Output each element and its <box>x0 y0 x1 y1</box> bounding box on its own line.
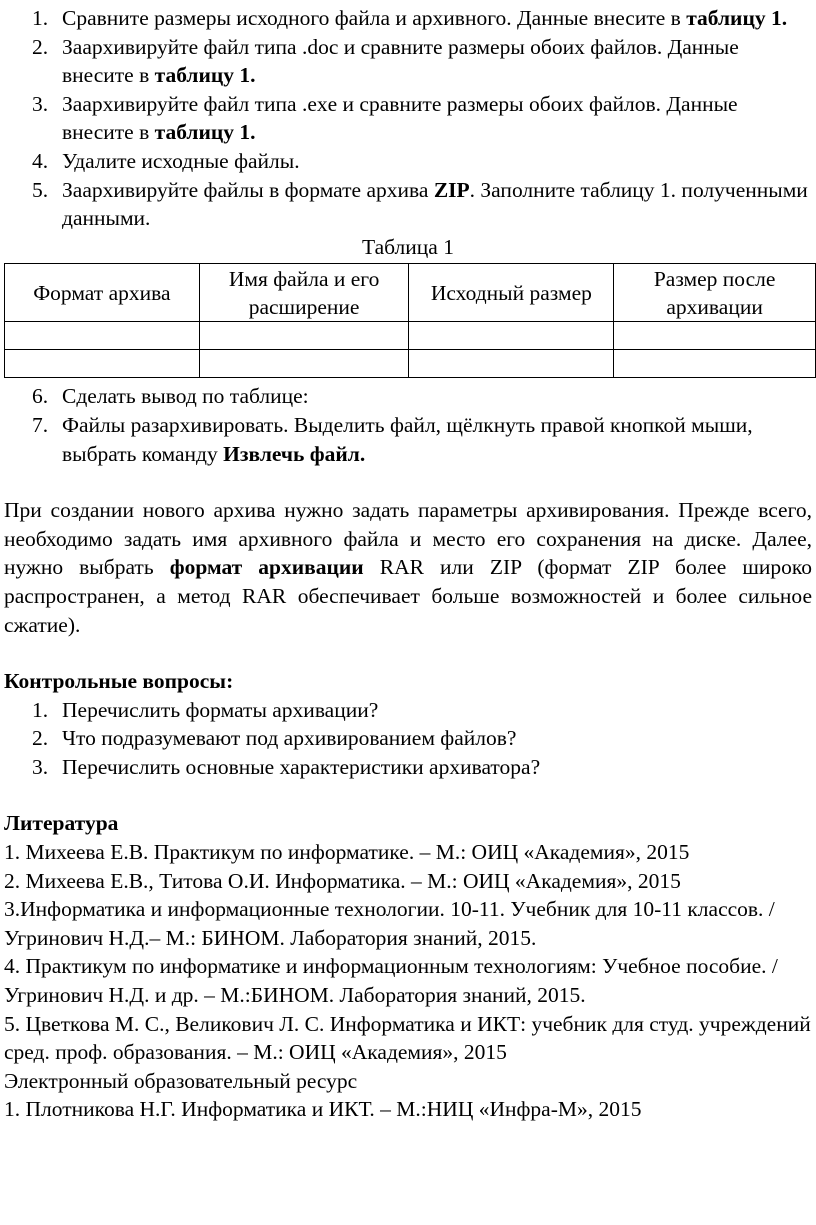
step-item <box>32 33 812 90</box>
table-header-cell: Формат архива <box>5 264 200 322</box>
literature-item: 1. Плотникова Н.Г. Информатика и ИКТ. – М.:НИЦ «Инфра-М», 2015 <box>4 1097 642 1122</box>
table-cell <box>614 322 816 350</box>
literature-title: Литература <box>4 811 119 836</box>
table-cell <box>5 350 200 378</box>
table-caption: Таблица 1 <box>362 234 454 259</box>
question-item <box>32 753 812 782</box>
table-row <box>5 350 816 378</box>
step-item <box>32 147 812 176</box>
table-cell <box>199 322 409 350</box>
step-number: 4. <box>32 148 49 173</box>
step-text-bold: ZIP <box>433 177 470 202</box>
step-text: Заархивируйте файл типа .exe и сравните размеры обоих файлов. Данные внесите в <box>62 91 738 145</box>
step-text: Сравните размеры исходного файла и архивного. Данные внесите в <box>62 6 687 30</box>
step-text: Удалите исходные файлы. <box>62 148 300 173</box>
step-item <box>32 382 812 411</box>
table-header-row <box>5 264 816 322</box>
table-cell <box>199 350 409 378</box>
step-text: Заархивируйте файлы в формате архива <box>62 177 434 202</box>
table-cell <box>5 322 200 350</box>
steps-list-top <box>4 4 812 233</box>
question-number: 1. <box>32 697 49 722</box>
questions-list <box>4 696 812 782</box>
step-text: Файлы разархивировать. Выделить файл, щёлкнуть правой кнопкой мыши, выбрать команду <box>62 412 753 466</box>
literature-item: 3.Информатика и информационные технологии. 10-11. Учебник для 10-11 классов. / Угринович Н.Д.– М.: БИНОМ. Лаборатория знаний, 2015. <box>4 897 775 950</box>
paragraph-text: RAR или ZIP (формат ZIP более широко распространен, а метод RAR обеспечивает больше возможностей и более сильное сжатие). <box>4 555 812 637</box>
step-item <box>32 411 812 468</box>
step-text-bold: таблицу 1. <box>154 63 256 88</box>
question-text: Перечислить основные характеристики архиватора? <box>62 754 541 779</box>
steps-list-bottom <box>4 382 812 468</box>
questions-title: Контрольные вопросы: <box>4 669 234 694</box>
literature-subheading: Электронный образовательный ресурс <box>4 1068 358 1093</box>
table-cell <box>614 350 816 378</box>
step-text: Заархивируйте файл типа .doc и сравните размеры обоих файлов. Данные внесите в <box>62 34 739 88</box>
table-header-cell: Имя файла и его расширение <box>199 264 409 322</box>
question-text: Перечислить форматы архивации? <box>62 697 379 722</box>
table-cell <box>409 350 614 378</box>
step-item <box>32 4 812 33</box>
question-item <box>32 724 812 753</box>
step-text-bold: Извлечь файл. <box>223 441 366 466</box>
literature-item: 1. Михеева Е.В. Практикум по информатике. – М.: ОИЦ «Академия», 2015 <box>4 840 690 865</box>
step-item <box>32 90 812 147</box>
paragraph-text: При создании нового архива нужно задать параметры архивирования. Прежде всего, необходимо задать имя архивного файла и место его сохранения на диске. Далее, нужно выбрать <box>4 498 812 580</box>
step-number: 7. <box>32 412 49 437</box>
step-text: . Заполните таблицу 1. полученными данными. <box>62 177 808 231</box>
literature-list <box>4 838 812 1124</box>
step-number: 5. <box>32 177 49 202</box>
step-number: 3. <box>32 91 49 116</box>
literature-item: 2. Михеева Е.В., Титова О.И. Информатика. – М.: ОИЦ «Академия», 2015 <box>4 868 681 893</box>
table-header-cell: Размер после архивации <box>614 264 816 322</box>
table-row <box>5 322 816 350</box>
body-paragraph <box>4 496 812 639</box>
step-text: Сделать вывод по таблице: <box>62 384 309 409</box>
step-number: 2. <box>32 34 49 59</box>
question-item <box>32 696 812 725</box>
step-text-bold: таблицу 1. <box>154 120 256 145</box>
data-table <box>4 263 816 378</box>
question-number: 3. <box>32 754 49 779</box>
table-header-cell: Исходный размер <box>409 264 614 322</box>
literature-item: 4. Практикум по информатике и информационным технологиям: Учебное пособие. / Угринович Н.Д. и др. – М.:БИНОМ. Лаборатория знаний, 2015. <box>4 954 778 1008</box>
question-text: Что подразумевают под архивированием файлов? <box>62 726 517 751</box>
step-item <box>32 176 812 233</box>
step-number: 6. <box>32 384 49 409</box>
step-text-bold: таблицу 1. <box>686 6 788 30</box>
question-number: 2. <box>32 726 49 751</box>
literature-item: 5. Цветкова М. С., Великович Л. С. Информатика и ИКТ: учебник для студ. учреждений сред. проф. образования. – М.: ОИЦ «Академия», 2015 <box>4 1011 811 1065</box>
paragraph-text-bold: формат архивации <box>169 555 364 580</box>
step-number: 1. <box>32 6 49 30</box>
table-cell <box>409 322 614 350</box>
